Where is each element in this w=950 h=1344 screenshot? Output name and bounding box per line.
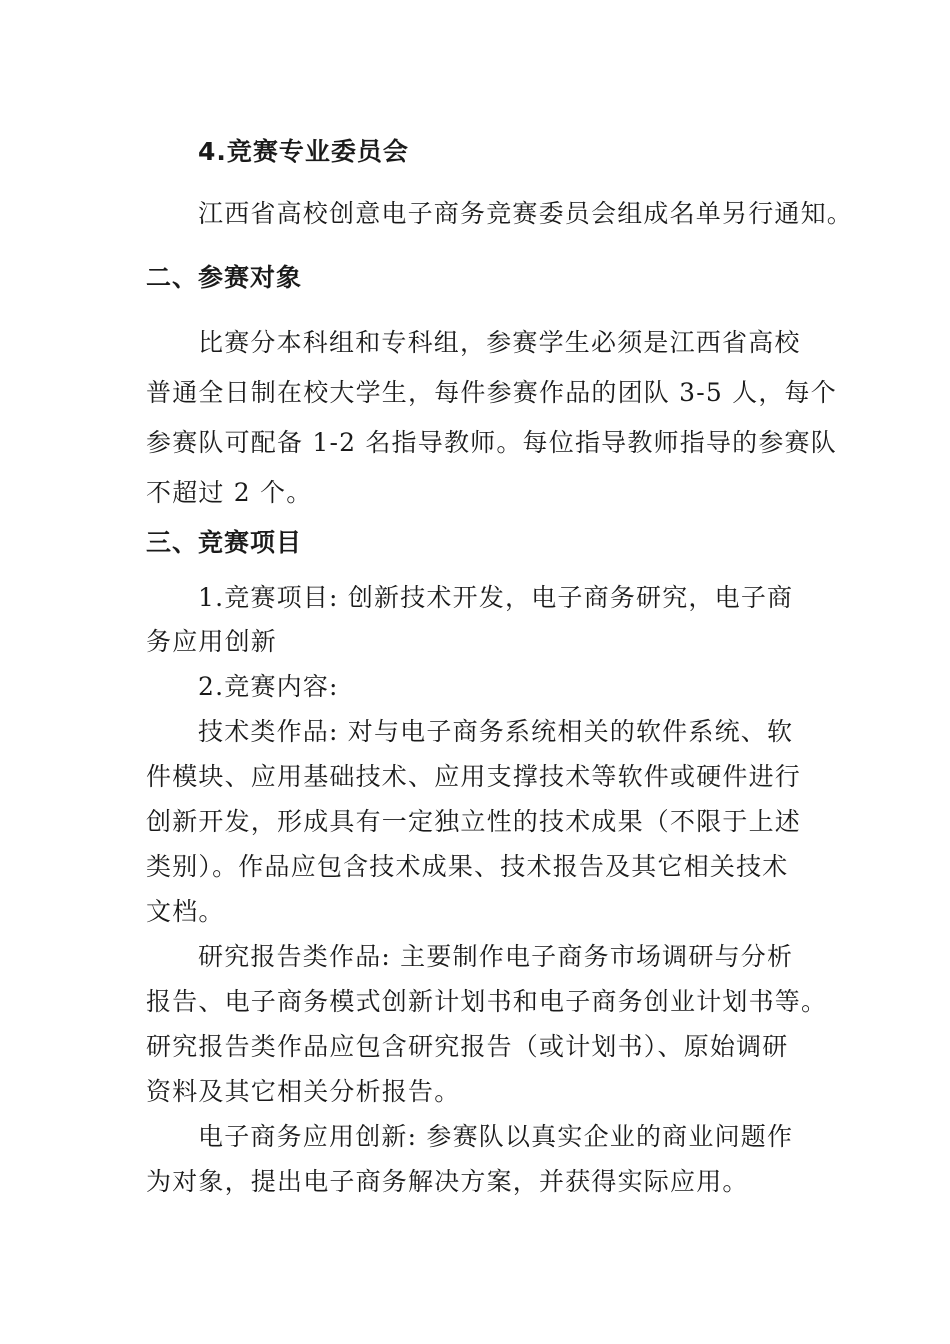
paragraph-line: 创新开发，形成具有一定独立性的技术成果（不限于上述 (146, 807, 802, 836)
paragraph-line: 不超过 2 个。 (146, 478, 313, 507)
paragraph-line: 1.竞赛项目: 创新技术开发，电子商务研究，电子商 (198, 583, 794, 612)
paragraph-committee: 江西省高校创意电子商务竞赛委员会组成名单另行通知。 (198, 199, 854, 228)
paragraph-line: 报告、电子商务模式创新计划书和电子商务创业计划书等。 (146, 987, 828, 1016)
paragraph-line: 研究报告类作品应包含研究报告（或计划书）、原始调研 (146, 1032, 789, 1061)
paragraph-line: 为对象，提出电子商务解决方案，并获得实际应用。 (146, 1167, 749, 1196)
paragraph-line: 类别）。作品应包含技术成果、技术报告及其它相关技术 (146, 852, 789, 881)
paragraph-line: 普通全日制在校大学生，每件参赛作品的团队 3-5 人，每个 (146, 378, 837, 407)
paragraph-line: 资料及其它相关分析报告。 (146, 1077, 461, 1106)
paragraph-line: 比赛分本科组和专科组，参赛学生必须是江西省高校 (198, 328, 801, 357)
subheading-content: 2.竞赛内容: (198, 672, 339, 701)
paragraph-line: 研究报告类作品: 主要制作电子商务市场调研与分析 (198, 942, 794, 971)
section-heading-participants: 二、参赛对象 (146, 263, 303, 292)
paragraph-line: 技术类作品: 对与电子商务系统相关的软件系统、软 (198, 717, 794, 746)
section-heading-committee: 4.竞赛专业委员会 (198, 137, 409, 166)
paragraph-line: 务应用创新 (146, 627, 278, 656)
section-heading-projects: 三、竞赛项目 (146, 528, 303, 557)
paragraph-line: 参赛队可配备 1-2 名指导教师。每位指导教师指导的参赛队 (146, 428, 837, 457)
paragraph-line: 件模块、应用基础技术、应用支撑技术等软件或硬件进行 (146, 762, 802, 791)
paragraph-line: 文档。 (146, 897, 225, 926)
paragraph-line: 电子商务应用创新: 参赛队以真实企业的商业问题作 (198, 1122, 794, 1151)
